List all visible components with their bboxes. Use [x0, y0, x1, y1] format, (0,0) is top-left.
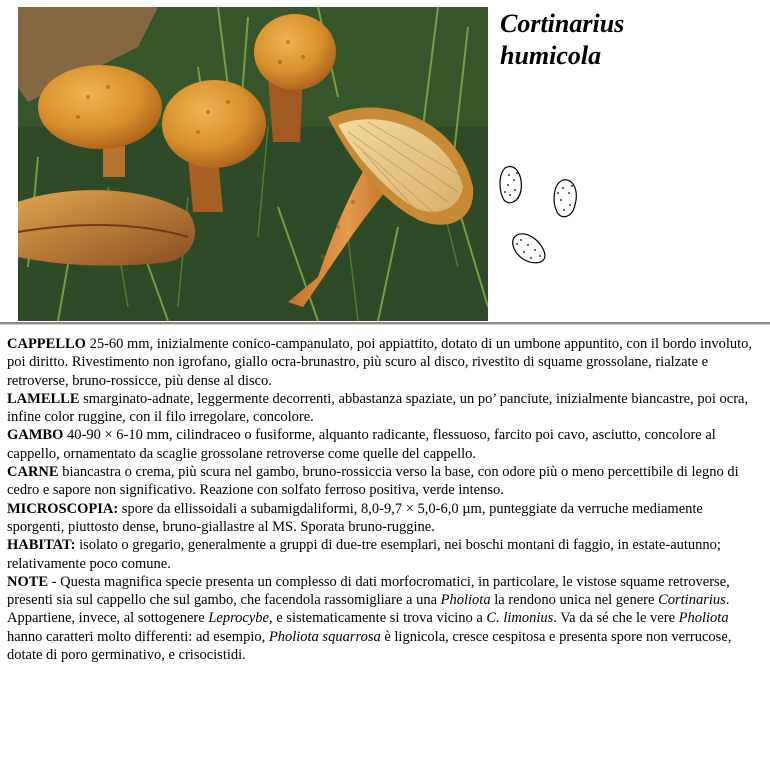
italic-text: Pholiota: [440, 592, 491, 609]
italic-text: Pholiota: [678, 610, 729, 627]
italic-text: Pholiota squarrosa: [268, 628, 381, 645]
spore-drawings: [495, 160, 585, 270]
section-text: . Va da sé che le vere: [553, 610, 679, 627]
section-text: è lignicola, cresce cespitosa e presenta spore non verrucose, dotate di poro germinativo, e crisocistidi.: [7, 628, 732, 664]
section-text: isolato o gregario, generalmente a gruppi di due-tre esemplari, nei boschi montani di faggio, in estate-autunno; relativamente poco comune.: [7, 537, 721, 572]
section-note: [7, 573, 759, 664]
mushroom-photo: [18, 7, 488, 321]
section-text: - Questa magnifica specie presenta un complesso di dati morfocromatici, in particolare, le vistose squame retroverse, presenti sia sul cappello che sul gambo, che facendola rassomigliare a una: [7, 573, 730, 609]
section-text: 25-60 mm, inizialmente conico-campanulato, poi appiattito, dotato di un umbone appuntito, con il bordo involuto, poi diritto. Rivestimento non igrofano, giallo ocra-brunastro, più scuro al disco, rivestito di squame grossolane, rialzate e retroverse, bruno-rossicce, più dense al disco.: [7, 336, 753, 389]
section-text: . Appartiene, invece, al sottogenere: [7, 592, 730, 627]
section-label: LAMELLE: [7, 390, 80, 407]
italic-text: Cortinarius: [658, 592, 726, 609]
section-habitat: [7, 536, 759, 573]
spore-icon: [513, 234, 545, 263]
section-carne: [7, 463, 759, 500]
description-text: [7, 335, 759, 664]
section-microscopia: [7, 500, 759, 537]
italic-text: C. limonius: [486, 610, 554, 627]
section-label: CARNE: [7, 464, 59, 481]
section-cappello: [7, 335, 759, 390]
section-label: GAMBO: [7, 427, 64, 444]
section-label: HABITAT:: [7, 537, 76, 554]
section-gambo: [7, 426, 759, 463]
section-text: smarginato-adnate, leggermente decorrenti, abbastanza spaziate, un po’ panciute, inizialmente biancastre, poi ocra, infine color ruggine, con il filo irregolare, concolore.: [7, 390, 749, 426]
spore-icon: [554, 180, 576, 217]
section-text: 40-90 × 6-10 mm, cilindraceo o fusiforme, alquanto radicante, flessuoso, farcito poi cavo, asciutto, concolore al cappello, ornamentato da scaglie grossolane retroverse come quelle del cappello.: [7, 427, 716, 462]
italic-text: Leprocybe,: [208, 610, 273, 627]
divider: [0, 322, 770, 325]
section-lamelle: [7, 390, 759, 427]
section-label: NOTE: [7, 573, 49, 590]
species-title: [500, 8, 760, 72]
title-genus: Cortinarius: [500, 9, 625, 38]
section-text: spore da ellissoidali a subamigdaliformi, 8,0-9,7 × 5,0-6,0 µm, punteggiate da verruche mediamente sporgenti, piuttosto dense, bruno-giallastre al MS. Sporata bruno-ruggine.: [7, 500, 703, 535]
section-text: hanno caratteri molto differenti: ad esempio,: [7, 628, 269, 645]
title-epithet: humicola: [500, 41, 602, 70]
section-label: MICROSCOPIA:: [7, 500, 119, 517]
section-label: CAPPELLO: [7, 336, 86, 352]
section-text: biancastra o crema, più scura nel gambo, bruno-rossiccia verso la base, con odore più o meno percettibile di legno di cedro e sapore non significativo. Reazione con solfato ferroso positiva, verde intenso.: [7, 464, 739, 499]
section-text: la rendono unica nel genere: [490, 592, 659, 609]
section-text: e sistematicamente si trova vicino a: [272, 610, 487, 627]
